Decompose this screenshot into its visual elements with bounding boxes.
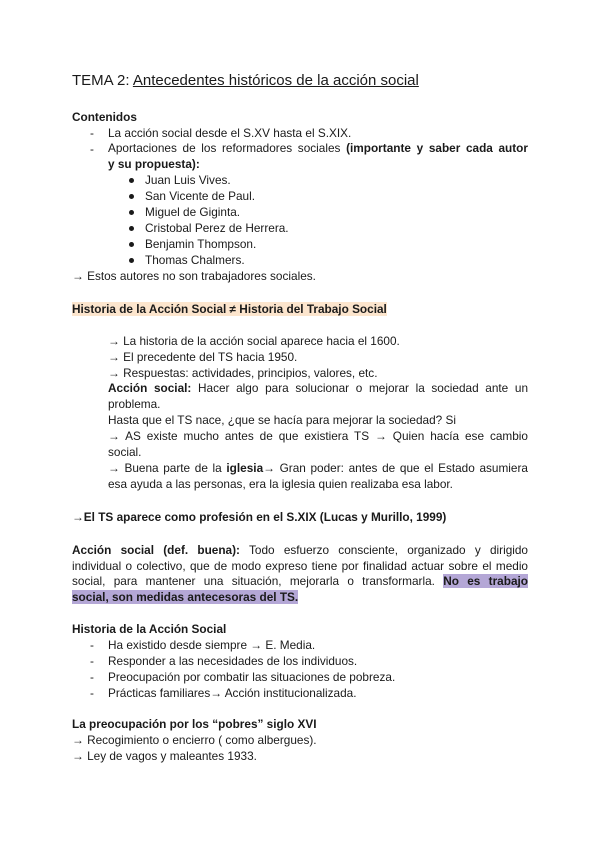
bullet-icon	[129, 226, 134, 231]
contenidos-note: → Estos autores no son trabajadores sociales.	[72, 269, 316, 283]
title-prefix: TEMA 2:	[72, 72, 133, 89]
author-item: Juan Luis Vives.	[145, 173, 231, 187]
dash-marker: -	[90, 142, 94, 156]
author-item: Thomas Chalmers.	[145, 253, 245, 267]
historia-vs-heading: Historia de la Acción Social ≠ Historia del Trabajo Social	[72, 302, 387, 316]
pobres-heading: La preocupación por los “pobres” siglo XVI	[72, 717, 317, 731]
bullet-icon	[129, 258, 134, 263]
dash-marker: -	[90, 654, 94, 668]
historia-as-item: Ha existido desde siempre → E. Media.	[108, 638, 316, 652]
bullet-icon	[129, 194, 134, 199]
page-title	[72, 71, 419, 90]
definicion-line-4: social, son medidas antecesoras del TS.	[72, 590, 299, 604]
contenidos-item-2: Aportaciones de los reformadores sociales (importante y saber cada autor	[108, 141, 528, 155]
bullet-icon	[129, 178, 134, 183]
historia-vs-line-4: Hasta que el TS nace, ¿que se hacía para mejorar la sociedad? Si	[108, 413, 456, 427]
contenidos-item-1: La acción social desde el S.XV hasta el S.XIX.	[108, 126, 352, 140]
historia-vs-line-2: → El precedente del TS hacia 1950.	[108, 350, 298, 364]
historia-as-heading: Historia de la Acción Social	[72, 622, 227, 636]
profesion-line: →El TS aparece como profesión en el S.XIX (Lucas y Murillo, 1999)	[72, 510, 447, 524]
author-item: Miguel de Giginta.	[145, 205, 241, 219]
definicion-line-1: Acción social (def. buena): Todo esfuerzo consciente, organizado y dirigido	[72, 543, 528, 557]
historia-as-item: Prácticas familiares→ Acción institucionalizada.	[108, 686, 357, 700]
dash-marker: -	[90, 126, 94, 140]
historia-vs-line-6: → Buena parte de la iglesia→ Gran poder: antes de que el Estado asumiera	[108, 461, 528, 475]
author-item: San Vicente de Paul.	[145, 189, 255, 203]
pobres-line-1: → Recogimiento o encierro ( como albergues).	[72, 733, 317, 747]
historia-vs-line-1: → La historia de la acción social aparece hacia el 1600.	[108, 334, 400, 348]
dash-marker: -	[90, 638, 94, 652]
contenidos-heading: Contenidos	[72, 110, 137, 124]
title-main: Antecedentes históricos de la acción social	[132, 72, 419, 89]
bullet-icon	[129, 242, 134, 247]
dash-marker: -	[90, 686, 94, 700]
author-item: Cristobal Perez de Herrera.	[145, 221, 289, 235]
author-item: Benjamin Thompson.	[145, 237, 257, 251]
historia-vs-line-6b: esa ayuda a las personas, era la iglesia quien realizaba esa labor.	[108, 477, 453, 491]
pobres-line-2: → Ley de vagos y maleantes 1933.	[72, 749, 257, 763]
definicion-line-3: social, para mantener una situación, mejorarla o transformarla. No es trabajo	[72, 574, 528, 588]
historia-as-item: Preocupación por combatir las situaciones de pobreza.	[108, 670, 396, 684]
dash-marker: -	[90, 670, 94, 684]
contenidos-item-2-cont: y su propuesta):	[108, 157, 200, 171]
bullet-icon	[129, 210, 134, 215]
historia-as-item: Responder a las necesidades de los individuos.	[108, 654, 358, 668]
historia-vs-line-3: → Respuestas: actividades, principios, valores, etc.	[108, 366, 378, 380]
historia-vs-line-5b: social.	[108, 445, 142, 459]
accion-social-line-1: Acción social: Hacer algo para solucionar o mejorar la sociedad ante un	[108, 381, 529, 395]
accion-social-line-2: problema.	[108, 397, 161, 411]
definicion-line-2: individual o colectivo, que de modo expreso tiene por finalidad actuar sobre el medio	[72, 559, 528, 573]
historia-vs-line-5: → AS existe mucho antes de que existiera TS → Quien hacía ese cambio	[108, 429, 528, 443]
